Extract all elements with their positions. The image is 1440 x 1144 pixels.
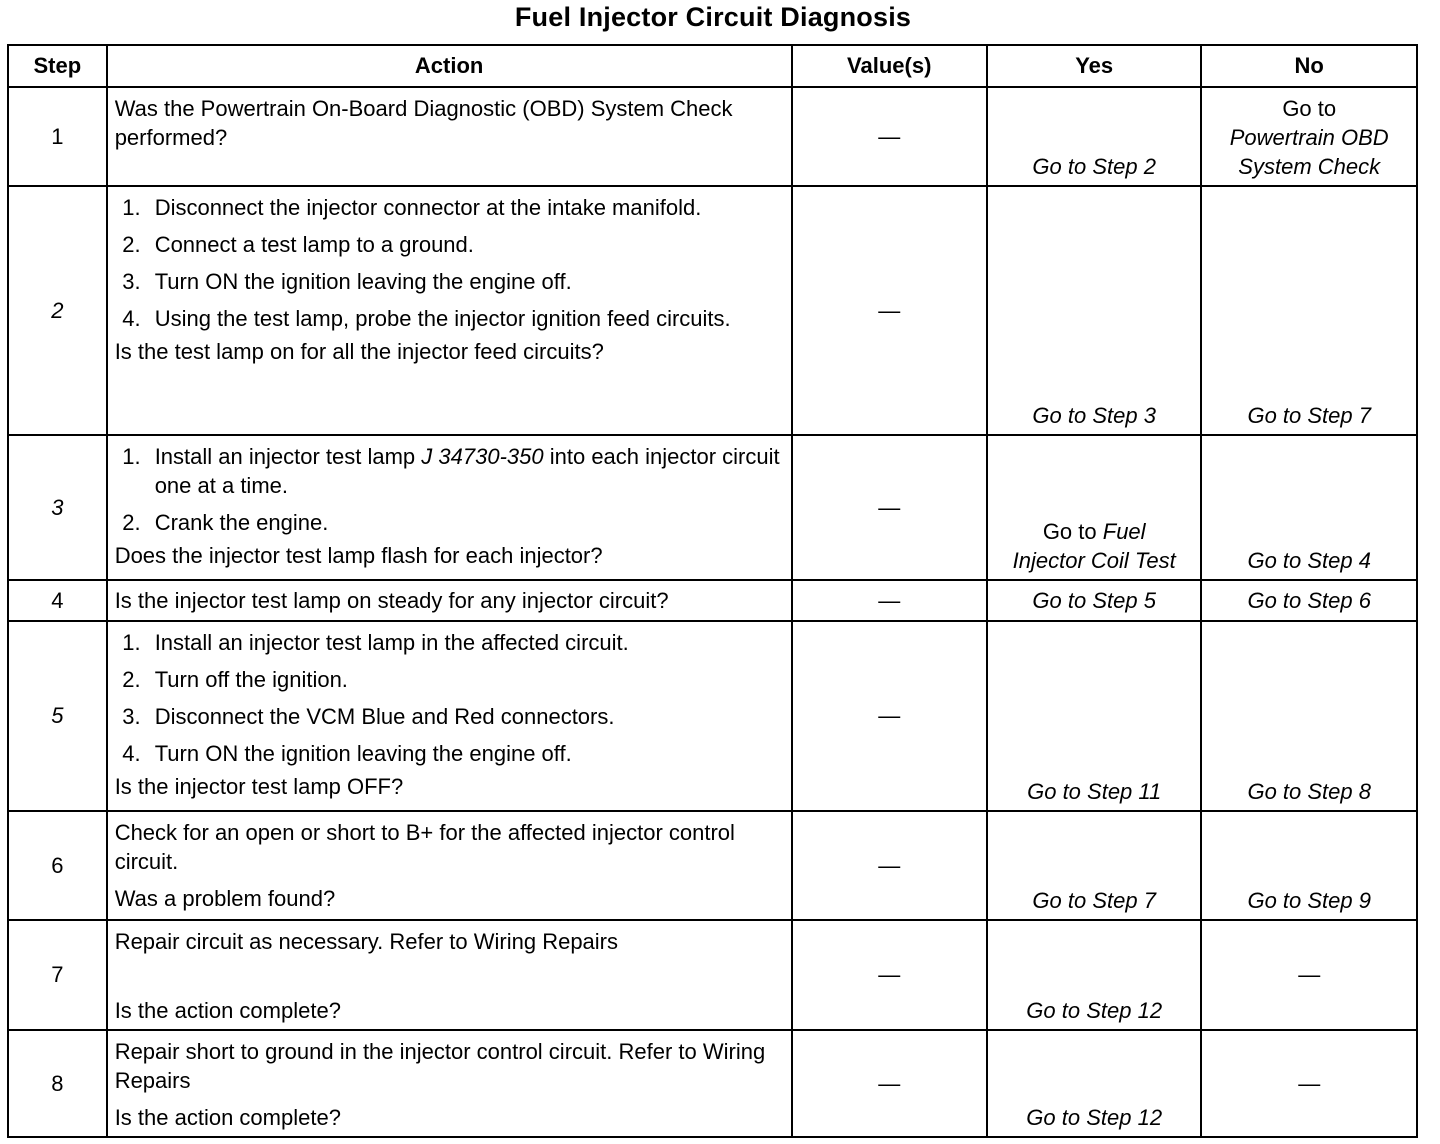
table-row xyxy=(8,87,1417,186)
action-step: 4. Using the test lamp, probe the injector ignition feed circuits. xyxy=(147,304,785,333)
yes-cell xyxy=(987,87,1202,186)
no-link[interactable]: Go to Step 8 xyxy=(1247,779,1371,804)
step-number: 1 xyxy=(8,87,107,186)
step-number: 8 xyxy=(8,1030,107,1137)
step-number: 2 xyxy=(8,186,107,435)
no-link[interactable]: Go to Step 9 xyxy=(1247,888,1371,913)
diagnosis-table xyxy=(7,44,1418,1138)
no-cell xyxy=(1201,1030,1417,1137)
action-text: Check for an open or short to B+ for the affected injector control circuit. xyxy=(114,820,735,874)
action-text: Is the injector test lamp on steady for any injector circuit? xyxy=(114,588,669,613)
value-cell xyxy=(792,580,987,621)
no-link[interactable]: Go to Step 7 xyxy=(1247,403,1371,428)
no-link[interactable]: Go to Step 6 xyxy=(1247,588,1371,613)
no-prefix: Go to xyxy=(1282,96,1337,121)
header-yes: Yes xyxy=(987,45,1202,87)
yes-cell xyxy=(987,1030,1202,1137)
action-cell xyxy=(107,580,792,621)
action-cell xyxy=(107,1030,792,1137)
table-row xyxy=(8,435,1417,580)
yes-link[interactable]: Go to Step 3 xyxy=(1032,403,1156,428)
no-link[interactable]: Powertrain OBD System Check xyxy=(1229,125,1389,179)
header-values: Value(s) xyxy=(792,45,987,87)
action-text: Repair short to ground in the injector control circuit. Refer to Wiring Repairs xyxy=(114,1039,766,1093)
action-question: Is the action complete? xyxy=(114,1105,341,1130)
dash: — xyxy=(878,297,901,323)
dash: — xyxy=(1298,1070,1321,1096)
action-question: Is the test lamp on for all the injector feed circuits? xyxy=(114,339,604,364)
header-action: Action xyxy=(107,45,792,87)
yes-cell xyxy=(987,435,1202,580)
action-step: 3. Turn ON the ignition leaving the engine off. xyxy=(147,267,785,296)
yes-link[interactable]: Go to Step 12 xyxy=(1026,1105,1163,1130)
yes-link[interactable]: Go to Step 5 xyxy=(1032,588,1156,613)
action-cell xyxy=(107,87,792,186)
action-text: Repair circuit as necessary. Refer to Wiring Repairs xyxy=(114,929,619,954)
action-step: 2. Crank the engine. xyxy=(147,508,785,537)
no-cell xyxy=(1201,580,1417,621)
yes-cell xyxy=(987,621,1202,811)
dash: — xyxy=(878,962,901,987)
step-number: 3 xyxy=(8,435,107,580)
dash: — xyxy=(1298,962,1321,987)
action-question: Does the injector test lamp flash for each injector? xyxy=(114,543,603,568)
step-number: 5 xyxy=(8,621,107,811)
dash: — xyxy=(878,852,901,878)
action-step: 3. Disconnect the VCM Blue and Red connectors. xyxy=(147,702,785,731)
step-number: 6 xyxy=(8,811,107,920)
yes-link[interactable]: Injector Coil Test xyxy=(1012,548,1176,573)
yes-link[interactable]: Go to Step 11 xyxy=(1027,779,1162,804)
action-cell xyxy=(107,920,792,1030)
dash: — xyxy=(878,123,901,149)
action-cell xyxy=(107,186,792,435)
value-cell xyxy=(792,621,987,811)
table-row xyxy=(8,186,1417,435)
action-steps xyxy=(115,442,785,537)
table-row xyxy=(8,580,1417,621)
action-question: Is the injector test lamp OFF? xyxy=(114,774,404,799)
no-link[interactable]: Go to Step 4 xyxy=(1247,548,1371,573)
no-cell xyxy=(1201,186,1417,435)
table-row xyxy=(8,1030,1417,1137)
yes-prefix: Go to xyxy=(1042,519,1097,544)
no-cell xyxy=(1201,435,1417,580)
step-text: into each injector circuit one at a time. xyxy=(154,444,780,498)
action-cell xyxy=(107,811,792,920)
tool-number: J 34730-350 xyxy=(421,444,544,469)
action-cell xyxy=(107,621,792,811)
header-no: No xyxy=(1201,45,1417,87)
yes-cell xyxy=(987,580,1202,621)
action-step: 1. Install an injector test lamp in the affected circuit. xyxy=(147,628,785,657)
header-row xyxy=(8,45,1417,87)
value-cell xyxy=(792,186,987,435)
action-steps xyxy=(115,628,785,768)
yes-cell xyxy=(987,186,1202,435)
table-row xyxy=(8,621,1417,811)
action-cell xyxy=(107,435,792,580)
yes-cell xyxy=(987,920,1202,1030)
yes-link[interactable]: Go to Step 2 xyxy=(1032,154,1156,179)
yes-cell xyxy=(987,811,1202,920)
action-step: 2. Turn off the ignition. xyxy=(147,665,785,694)
yes-link[interactable]: Go to Step 12 xyxy=(1026,998,1163,1023)
value-cell xyxy=(792,435,987,580)
table-row xyxy=(8,811,1417,920)
step-text: Install an injector test lamp xyxy=(154,444,416,469)
yes-link[interactable]: Fuel xyxy=(1102,519,1146,544)
no-cell xyxy=(1201,920,1417,1030)
action-steps xyxy=(115,193,785,333)
value-cell xyxy=(792,920,987,1030)
action-step: 1. Disconnect the injector connector at the intake manifold. xyxy=(147,193,785,222)
dash: — xyxy=(878,1070,901,1096)
no-cell xyxy=(1201,87,1417,186)
action-step: 2. Connect a test lamp to a ground. xyxy=(147,230,785,259)
yes-link[interactable]: Go to Step 7 xyxy=(1032,888,1156,913)
action-question: Was a problem found? xyxy=(114,886,336,911)
table-row xyxy=(8,920,1417,1030)
value-cell xyxy=(792,1030,987,1137)
action-question: Is the action complete? xyxy=(114,998,341,1023)
step-number: 4 xyxy=(8,580,107,621)
dash: — xyxy=(878,587,901,613)
step-number: 7 xyxy=(8,920,107,1030)
action-step: 4. Turn ON the ignition leaving the engine off. xyxy=(147,739,785,768)
dash: — xyxy=(878,494,901,520)
no-cell xyxy=(1201,811,1417,920)
value-cell xyxy=(792,811,987,920)
action-text: Was the Powertrain On-Board Diagnostic (OBD) System Check performed? xyxy=(114,96,733,150)
dash: — xyxy=(878,703,901,728)
value-cell xyxy=(792,87,987,186)
no-cell xyxy=(1201,621,1417,811)
header-step: Step xyxy=(8,45,107,87)
page-title: Fuel Injector Circuit Diagnosis xyxy=(514,2,912,32)
action-step xyxy=(147,442,785,500)
